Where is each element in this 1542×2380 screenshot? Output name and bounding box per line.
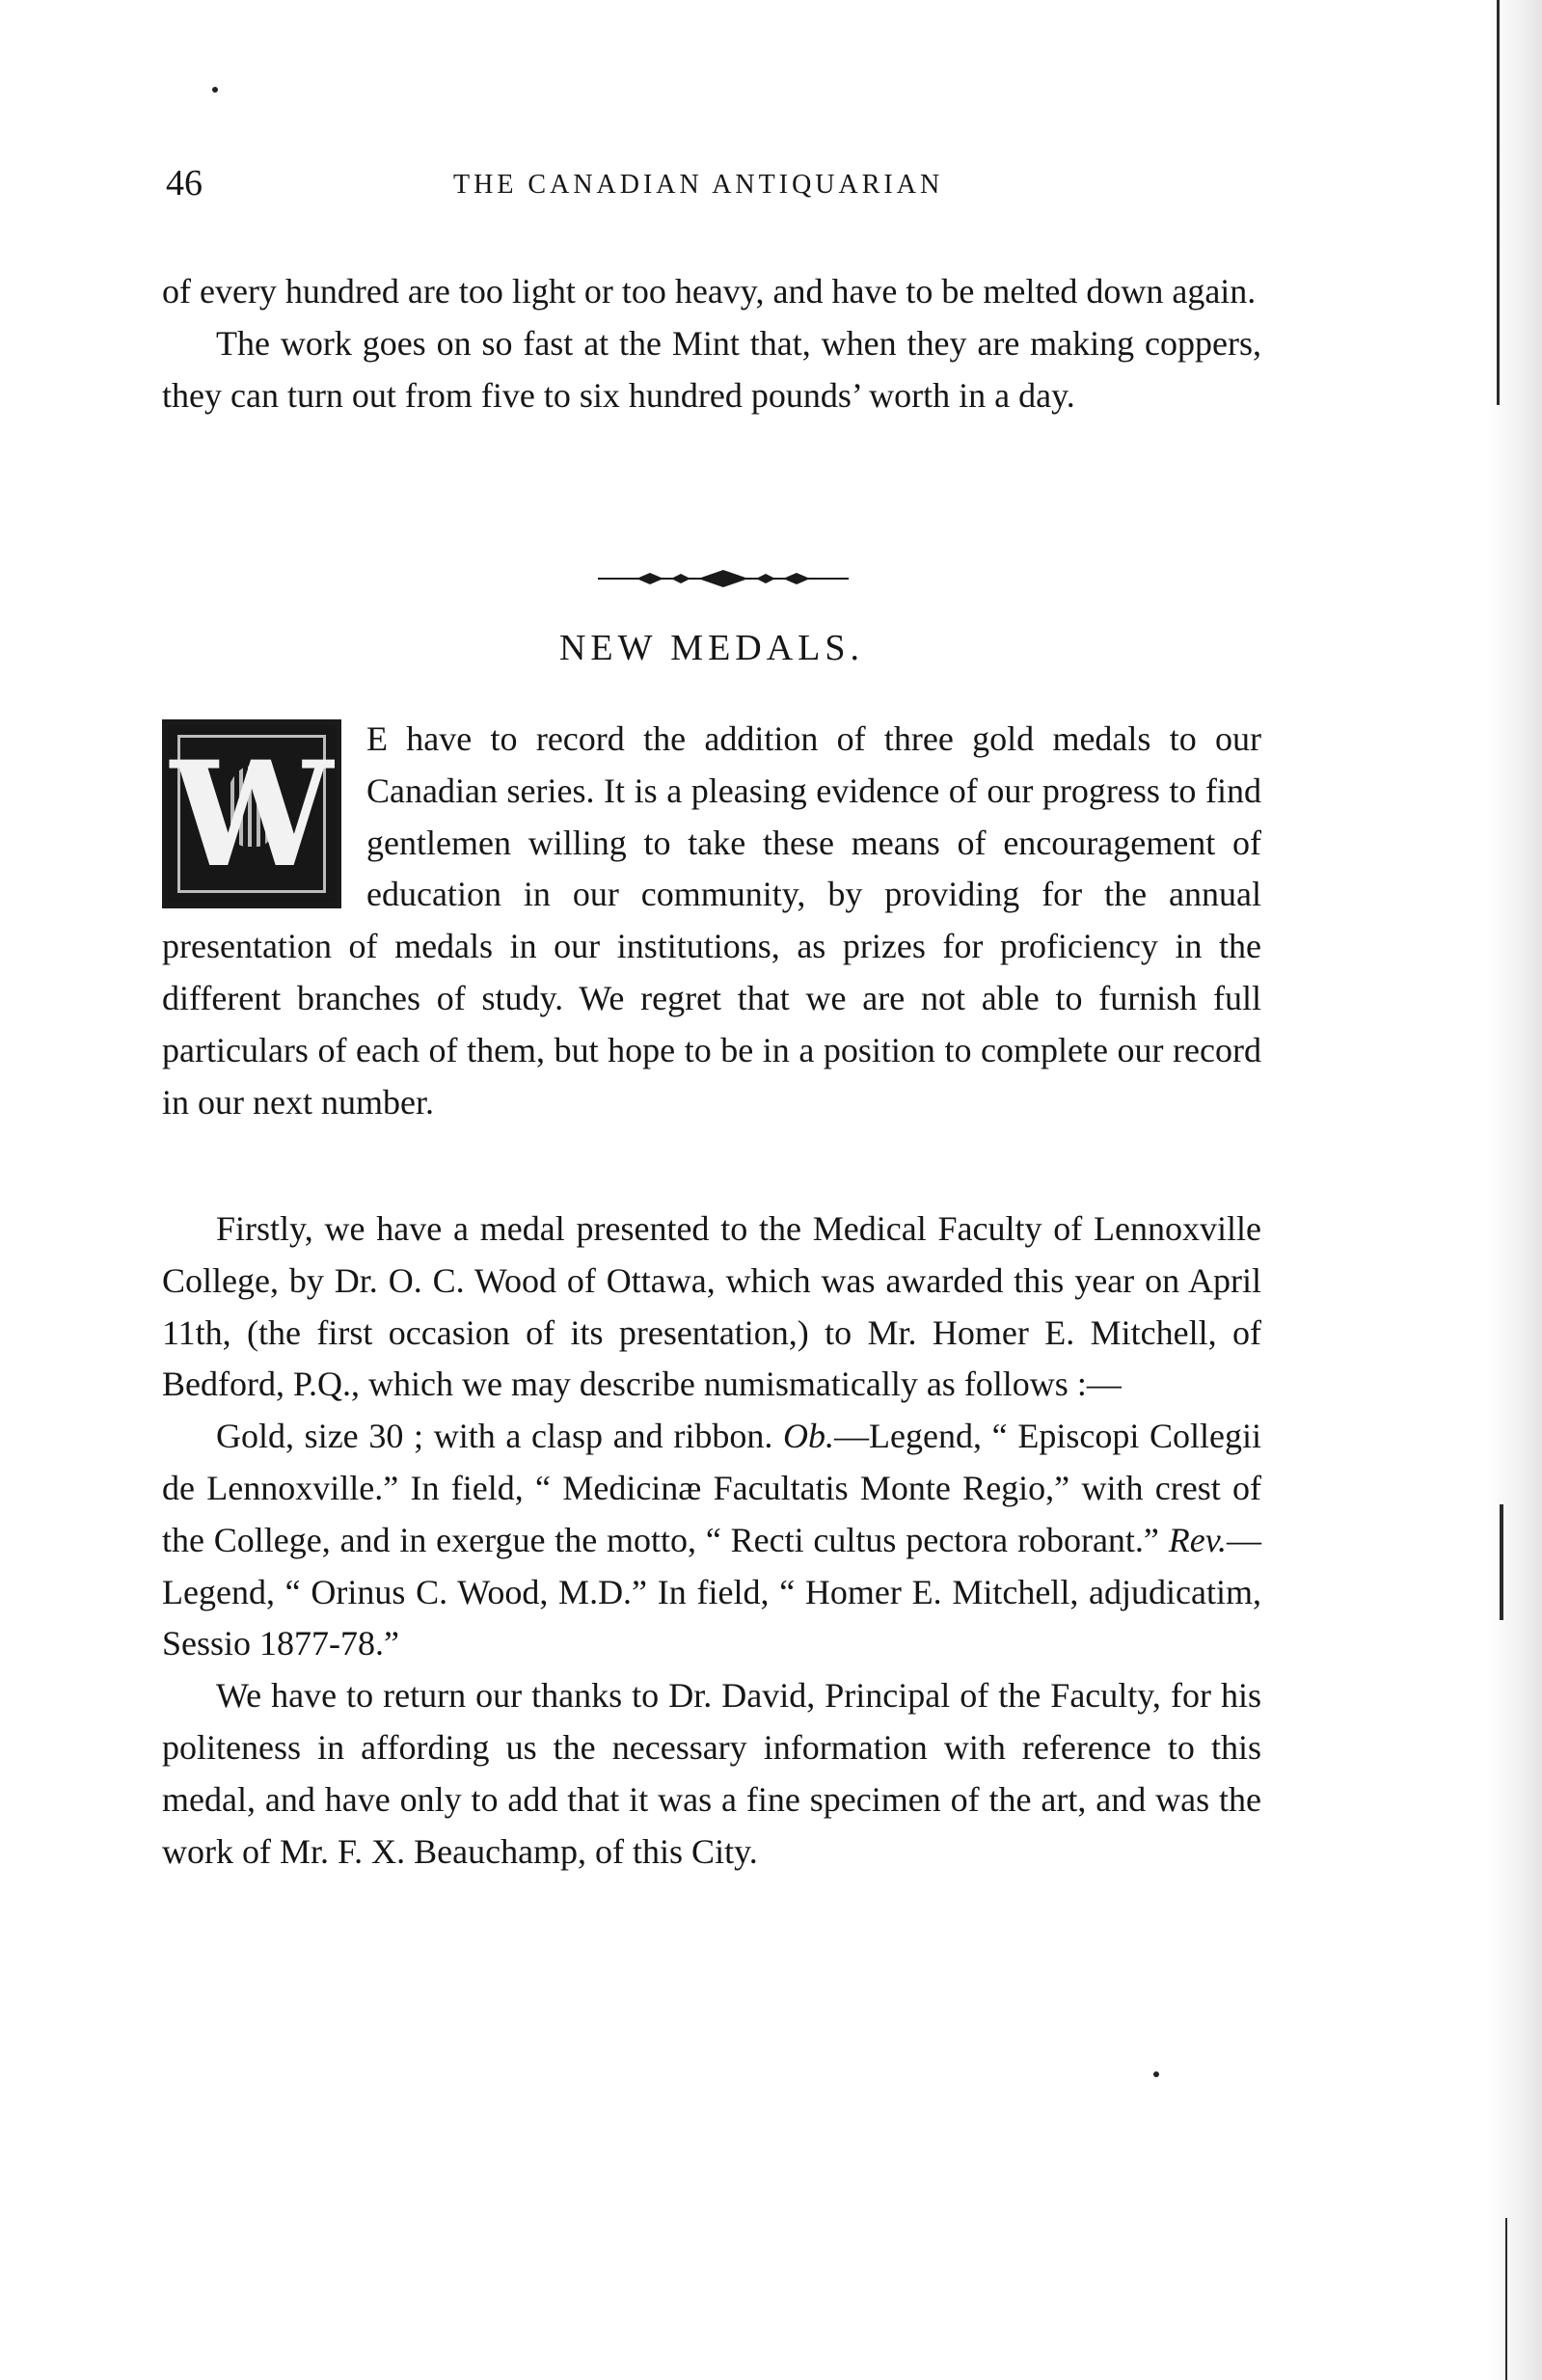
medal-description — [162, 1204, 1261, 1878]
thanks-paragraph: We have to return our thanks to Dr. David, Principal of the Faculty, for his politeness in affording us the necessary information with reference to this medal, and have only to add that it was a fine specimen of the art, and was the work of Mr. F. X. Beauchamp, of this City. — [162, 1676, 1261, 1871]
diamond-rule-ornament-icon — [579, 567, 868, 590]
spec-part-1: Gold, size 30 ; with a clasp and ribbon. — [216, 1417, 784, 1456]
medal-spec-paragraph — [162, 1411, 1261, 1670]
running-title: THE CANADIAN ANTIQUARIAN — [453, 170, 944, 200]
binding-crease — [1505, 2218, 1507, 2380]
spec-part-2: —Legend, “ Episcopi Collegii de Lennoxville.” In field, “ Medicinæ Facultatis Monte Regio,” with crest of the College, and in exergue the motto, “ Recti cultus pectora roborant.” — [162, 1417, 1262, 1559]
reverse-label: Rev. — [1168, 1520, 1227, 1559]
intro-paragraph: E have to record the addition of three gold medals to our Canadian series. It is a pleasing evidence of our progress to find gentlemen willing to take these means of encouragement of education in our community, by providing for the annual presentation of medals in our institutions, as prizes for proficiency in the different branches of study. We regret that we are not able to furnish full particulars of each of them, but hope to be in a position to complete our record in our next number. — [162, 719, 1261, 1122]
section-heading: NEW MEDALS. — [558, 628, 865, 668]
print-speck — [212, 87, 218, 93]
drop-cap-letter: W — [170, 730, 334, 900]
firstly-paragraph: Firstly, we have a medal presented to the Medical Faculty of Lennoxville College, by Dr. O. C. Wood of Ottawa, which was awarded this year on April 11th, (the first occasion of its presentation,) to Mr. Homer E. Mitchell, of Bedford, P.Q., which we may describe numismatically as follows :— — [162, 1209, 1261, 1404]
mint-paragraph: The work goes on so fast at the Mint that, when they are making coppers, they can turn out from five to six hundred pounds’ worth in a day. — [162, 323, 1261, 415]
continuation-paragraph: of every hundred are too light or too heavy, and have to be melted down again. — [162, 272, 1257, 311]
binding-crease — [1500, 1504, 1503, 1620]
page-header — [166, 162, 1227, 220]
new-medals-intro — [162, 714, 1261, 1128]
ornamental-drop-cap-icon — [162, 719, 341, 908]
continuation-text — [162, 266, 1261, 421]
obverse-label: Ob. — [783, 1417, 835, 1456]
print-speck — [1153, 2071, 1159, 2077]
binding-crease — [1497, 0, 1500, 405]
spec-part-3: —Legend, “ Orinus C. Wood, M.D.” In field, “ Homer E. Mitchell, adjudicatim, Sessio 1877-78.” — [162, 1520, 1261, 1663]
page-number: 46 — [166, 163, 203, 203]
